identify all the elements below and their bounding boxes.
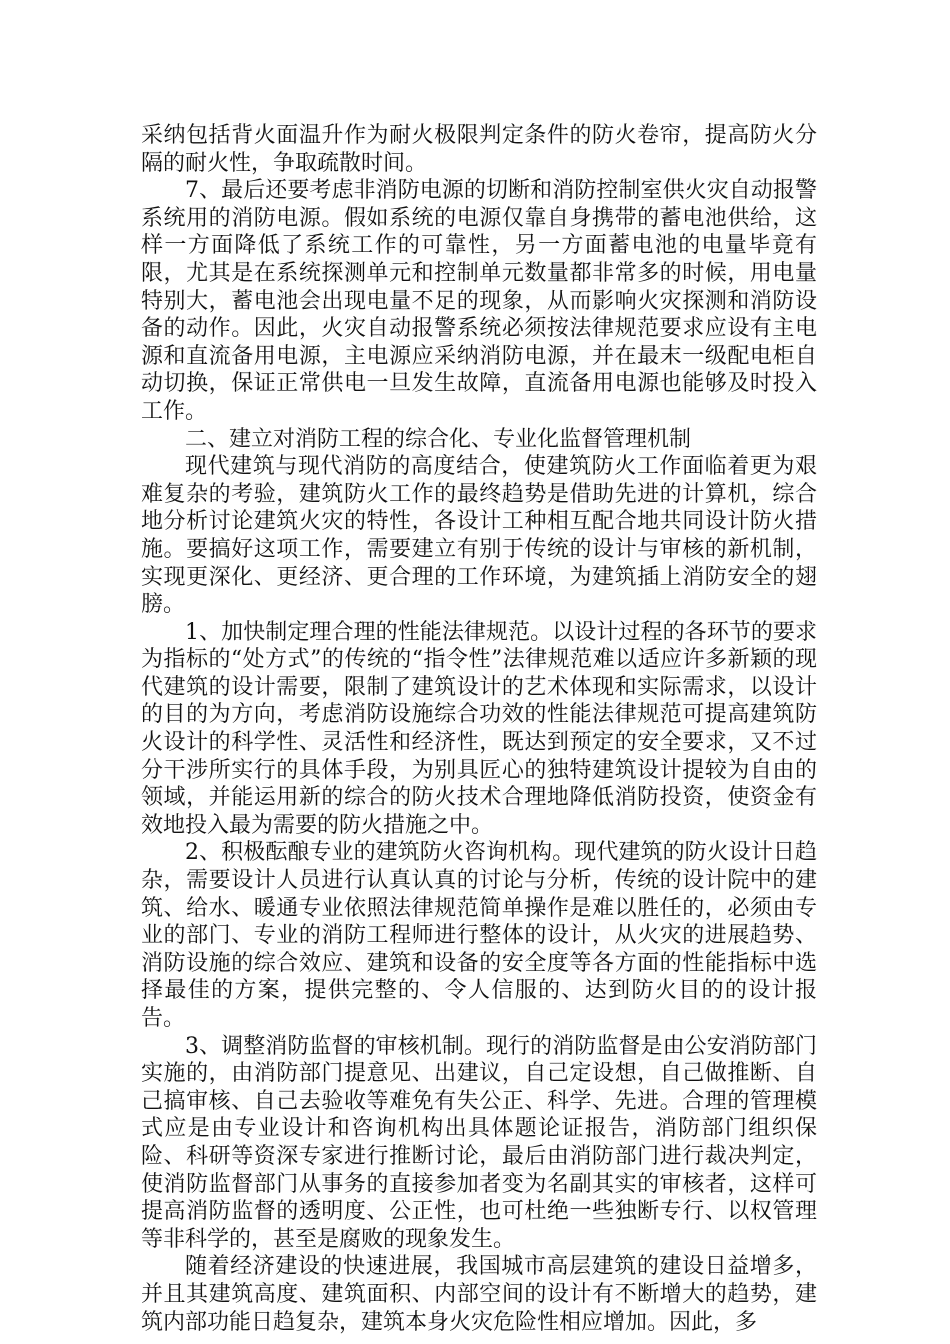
paragraph-item-7-power-supply: 7、最后还要考虑非消防电源的切断和消防控制室供火灾自动报警系统用的消防电源。假如系统的电源仅靠自身携带的蓄电池供给，这样一方面降低了系统工作的可靠性，另一方面蓄电池的电量毕竟有限，尤其是在系统探测单元和控制单元数量都非常多的时候，用电量特别大，蓄电池会出现电量不足的现象，从而影响火灾探测和消防设备的动作。因此，火灾自动报警系统必须按法律规范要求应设有主电源和直流备用电源，主电源应采纳消防电源，并在最末一级配电柜自动切换，保证正常供电一旦发生故障，直流备用电源也能够及时投入工作。 [141, 178, 817, 424]
document-page [141, 122, 817, 1336]
section-heading-2: 二、建立对消防工程的综合化、专业化监督管理机制 [185, 426, 692, 452]
paragraph-continuation: 采纳包括背火面温升作为耐火极限判定条件的防火卷帘，提高防火分隔的耐火性，争取疏散时间。 [141, 123, 817, 176]
paragraph-high-rise-buildings: 随着经济建设的快速进展，我国城市高层建筑的建设日益增多，并且其建筑高度、建筑面积、内部空间的设计有不断增大的趋势，建筑内部功能日趋复杂，建筑本身火灾危险性相应增加。因此，多 [141, 1254, 817, 1335]
paragraph-item-3-review-mechanism: 3、调整消防监督的审核机制。现行的消防监督是由公安消防部门实施的，由消防部门提意见、出建议，自己定设想，自己做推断、自己搞审核、自己去验收等难免有失公正、科学、先进。合理的管理模式应是由专业设计和咨询机构出具体题论证报告，消防部门组织保险、科研等资深专家进行推断讨论，最后由消防部门进行裁决判定，使消防监督部门从事务的直接参加者变为名副其实的审核者，这样可提高消防监督的透明度、公正性，也可杜绝一些独断专行、以权管理等非科学的，甚至是腐败的现象发生。 [141, 1033, 817, 1252]
paragraph-item-2-consulting: 2、积极酝酿专业的建筑防火咨询机构。现代建筑的防火设计日趋杂，需要设计人员进行认真认真的讨论与分析，传统的设计院中的建筑、给水、暖通专业依照法律规范简单操作是难以胜任的，必须由专业的部门、专业的消防工程师进行整体的设计，从火灾的进展趋势、消防设施的综合效应、建筑和设备的安全度等各方面的性能指标中选择最佳的方案，提供完整的、令人信服的、达到防火目的的设计报告。 [141, 840, 817, 1031]
paragraph-modern-building-fire: 现代建筑与现代消防的高度结合，使建筑防火工作面临着更为艰难复杂的考验，建筑防火工作的最终趋势是借助先进的计算机，综合地分析讨论建筑火灾的特性，各设计工种相互配合地共同设计防火措施。要搞好这项工作，需要建立有别于传统的设计与审核的新机制，实现更深化、更经济、更合理的工作环境，为建筑插上消防安全的翅膀。 [141, 454, 817, 618]
paragraph-item-1-performance-code: 1、加快制定理合理的性能法律规范。以设计过程的各环节的要求为指标的“处方式”的传统的“指令性”法律规范难以适应许多新颖的现代建筑的设计需要，限制了建筑设计的艺术体现和实际需求，以设计的目的为方向，考虑消防设施综合功效的性能法律规范可提高建筑防火设计的科学性、灵活性和经济性，既达到预定的安全要求，又不过分干涉所实行的具体手段，为别具匠心的独特建筑设计提较为自由的领域，并能运用新的综合的防火技术合理地降低消防投资，使资金有效地投入最为需要的防火措施之中。 [141, 619, 817, 838]
